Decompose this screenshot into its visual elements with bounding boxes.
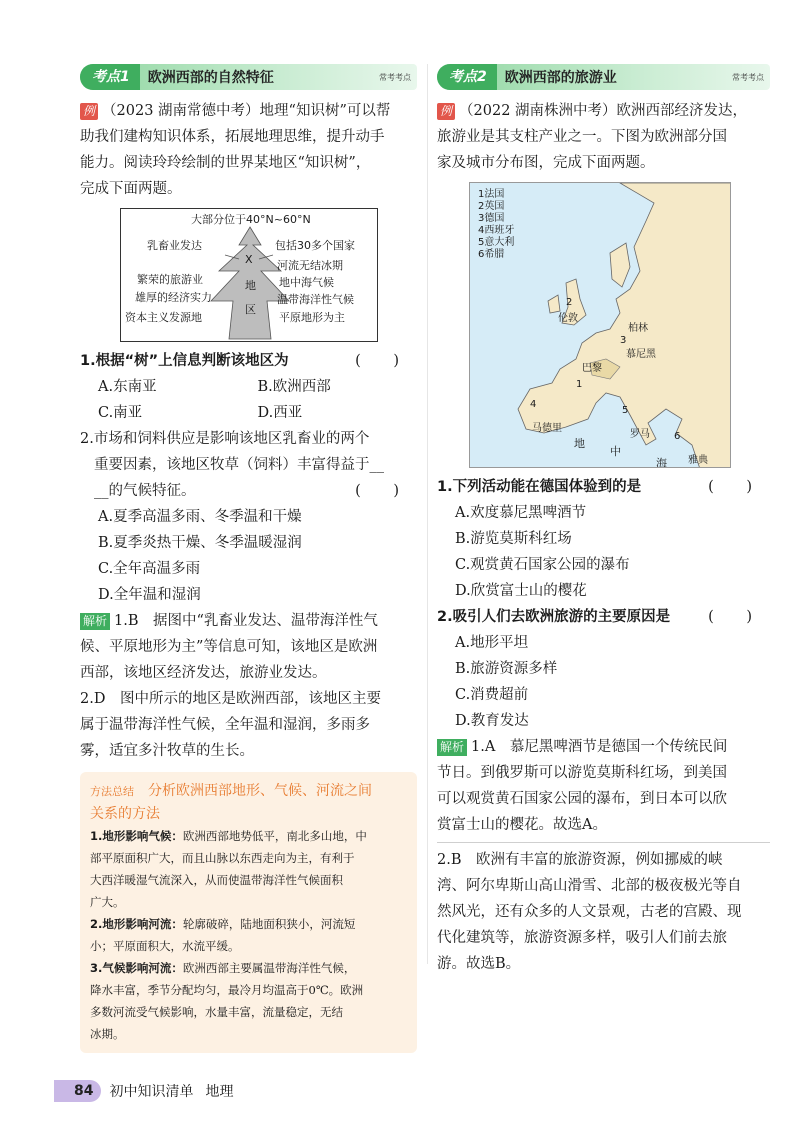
example-line: 完成下面两题。 xyxy=(80,181,182,197)
method-item-head: 3.气候影响河流： xyxy=(90,961,183,975)
question1 xyxy=(80,348,417,426)
option: A.夏季高温多雨、冬季温和干燥 xyxy=(98,509,302,525)
option: C.南亚 xyxy=(98,405,143,421)
option: B.游览莫斯科红场 xyxy=(455,531,572,547)
analysis-line: 然风光，还有众多的人文景观，古老的宫殿、现 xyxy=(437,904,742,920)
europe-map xyxy=(469,182,731,468)
topic1-tag: 考点1 xyxy=(80,64,140,90)
column-divider xyxy=(427,64,428,964)
legend-item: 6希腊 xyxy=(478,249,505,260)
option: D.欣赏富士山的樱花 xyxy=(455,583,587,599)
tree-right-item: 温带海洋性气候 xyxy=(277,293,354,306)
option: B.夏季炎热干燥、冬季温暖湿润 xyxy=(98,535,302,551)
method-line: 广大。 xyxy=(90,895,125,909)
option: C.观赏黄石国家公园的瀑布 xyxy=(455,557,630,573)
option: B.欧洲西部 xyxy=(257,379,331,395)
method-label: 方法总结 xyxy=(90,785,134,798)
tree-top: 大部分位于40°N~60°N xyxy=(191,213,311,226)
analysis1 xyxy=(80,608,417,764)
analysis-line: 可以观赏黄石国家公园的瀑布，到日本可以欣 xyxy=(437,791,727,807)
analysis-line: 游。故选B。 xyxy=(437,956,521,972)
analysis-line: 属于温带海洋性气候，全年温和湿润，多雨多 xyxy=(80,717,370,733)
page-footer xyxy=(54,1080,233,1102)
question2 xyxy=(80,426,417,608)
analysis-line: 湾、阿尔卑斯山高山滑雪、北部的极夜极光等自 xyxy=(437,878,742,894)
topic2-banner xyxy=(437,64,770,90)
map-label-sea: 中 xyxy=(610,445,621,458)
example-label: 例 xyxy=(80,103,98,120)
analysis-label: 解析 xyxy=(437,739,467,756)
tree-trunk-x: X xyxy=(245,253,253,266)
analysis-line: 候、平原地形为主”等信息可知，该地区是欧洲 xyxy=(80,639,378,655)
map-number: 6 xyxy=(674,431,681,442)
example-label: 例 xyxy=(437,103,455,120)
example-line: （2022 湖南株洲中考）欧洲西部经济发达， xyxy=(459,103,748,119)
tree-trunk-di: 地 xyxy=(245,279,256,292)
question-stem: 1.根据“树”上信息判断该地区为 xyxy=(80,353,289,369)
question-stem: __的气候特征。 xyxy=(94,483,196,499)
tree-left-item: 乳畜业发达 xyxy=(147,239,202,252)
map-number: 3 xyxy=(620,335,627,346)
example-line: （2023 湖南常德中考）地理“知识树”可以帮 xyxy=(102,103,391,119)
analysis-line: 赏富士山的樱花。故选A。 xyxy=(437,817,607,833)
method-item-head: 2.地形影响河流： xyxy=(90,917,183,931)
analysis-line: 2.B 欧洲有丰富的旅游资源，例如挪威的峡 xyxy=(437,852,723,868)
map-number: 5 xyxy=(622,405,629,416)
answer-paren: ( ) xyxy=(355,353,413,369)
method-line: 大西洋暖湿气流深入，从而使温带海洋性气候面积 xyxy=(90,873,343,887)
tree-right-item: 平原地形为主 xyxy=(279,311,345,324)
example-line: 家及城市分布图，完成下面两题。 xyxy=(437,155,655,171)
legend-item: 3德国 xyxy=(478,213,505,224)
option: C.消费超前 xyxy=(455,687,529,703)
map-label-paris: 巴黎 xyxy=(582,363,602,374)
example-line: 能力。阅读玲玲绘制的世界某地区“知识树”， xyxy=(80,155,371,171)
map-label-london: 伦敦 xyxy=(558,313,578,324)
method-line: 多数河流受气候影响，水量丰富，流量稳定，无结 xyxy=(90,1005,343,1019)
tree-right-item: 河流无结冰期 xyxy=(277,259,343,272)
option: D.西亚 xyxy=(257,405,303,421)
tree-left-item: 雄厚的经济实力 xyxy=(135,291,212,304)
answer-paren: ( ) xyxy=(708,609,766,625)
method-line: 冰期。 xyxy=(90,1027,125,1041)
left-column xyxy=(80,64,417,1053)
map-legend xyxy=(478,189,514,261)
question-stem: 1.下列活动能在德国体验到的是 xyxy=(437,479,642,495)
map-label-munich: 慕尼黑 xyxy=(626,349,656,360)
example-line: 旅游业是其支柱产业之一。下图为欧洲部分国 xyxy=(437,129,727,145)
example-line: 助我们建构知识体系，拓展地理思维，提升动手 xyxy=(80,129,385,145)
question2-right xyxy=(437,604,770,734)
analysis-line: 2.D 图中所示的地区是欧洲西部，该地区主要 xyxy=(80,691,381,707)
legend-item: 4西班牙 xyxy=(478,225,515,236)
tree-left-item: 资本主义发源地 xyxy=(125,311,202,324)
option: D.全年温和湿润 xyxy=(98,587,201,603)
question-stem: 2.吸引人们去欧洲旅游的主要原因是 xyxy=(437,609,671,625)
topic1-banner xyxy=(80,64,417,90)
method-summary-box xyxy=(80,772,417,1053)
page-number: 84 xyxy=(54,1080,101,1102)
method-line: 部平原面积广大，而且山脉以东西走向为主，有利于 xyxy=(90,851,355,865)
answer-paren: ( ) xyxy=(708,479,766,495)
analysis-line: 代化建筑等，旅游资源多样，吸引人们前去旅 xyxy=(437,930,727,946)
option: C.全年高温多雨 xyxy=(98,561,201,577)
analysis-line: 雾，适宜多汁牧草的生长。 xyxy=(80,743,254,759)
method-item-head: 1.地形影响气候： xyxy=(90,829,183,843)
map-number: 2 xyxy=(566,297,573,308)
option: D.教育发达 xyxy=(455,713,529,729)
question-stem: 2.市场和饲料供应是影响该地区乳畜业的两个 xyxy=(80,431,370,447)
analysis-line: 节日。到俄罗斯可以游览莫斯科红场，到美国 xyxy=(437,765,727,781)
question1-right xyxy=(437,474,770,604)
analysis-line: 1.A 慕尼黑啤酒节是德国一个传统民间 xyxy=(471,739,728,755)
map-label-sea: 海 xyxy=(656,457,667,468)
analysis-line: 1.B 据图中“乳畜业发达、温带海洋性气 xyxy=(114,613,378,629)
map-label-sea: 地 xyxy=(574,437,585,450)
example1 xyxy=(80,98,417,202)
answer-paren: ( ) xyxy=(355,483,413,499)
method-line: 欧洲西部地势低平，南北多山地，中 xyxy=(182,829,367,843)
option: A.地形平坦 xyxy=(455,635,529,651)
topic2-tag: 考点2 xyxy=(437,64,497,90)
map-label-madrid: 马德里 xyxy=(532,423,562,434)
topic1-hint: 常考考点 xyxy=(379,72,411,82)
knowledge-tree-diagram xyxy=(120,208,378,342)
method-line: 轮廓破碎，陆地面积狭小，河流短 xyxy=(182,917,356,931)
map-number: 1 xyxy=(576,379,583,390)
analysis-label: 解析 xyxy=(80,613,110,630)
option: A.东南亚 xyxy=(98,379,157,395)
tree-right-item: 包括30多个国家 xyxy=(275,239,355,252)
subject-name: 地理 xyxy=(205,1084,234,1100)
legend-item: 2英国 xyxy=(478,201,505,212)
option: A.欢度慕尼黑啤酒节 xyxy=(455,505,587,521)
tree-left-item: 繁荣的旅游业 xyxy=(137,273,203,286)
map-label-athens: 雅典 xyxy=(688,455,708,466)
book-title: 初中知识清单 xyxy=(109,1084,194,1100)
question-stem: 重要因素，该地区牧草（饲料）丰富得益于__ xyxy=(94,457,384,473)
tree-right-item: 地中海气候 xyxy=(279,276,334,289)
map-number: 4 xyxy=(530,399,537,410)
analysis-divider xyxy=(437,842,770,843)
method-line: 降水丰富，季节分配均匀，最冷月均温高于0℃。欧洲 xyxy=(90,983,364,997)
example2 xyxy=(437,98,770,176)
topic1-title: 欧洲西部的自然特征 xyxy=(147,70,274,86)
right-column xyxy=(437,64,770,977)
legend-item: 1法国 xyxy=(478,189,505,200)
analysis-line: 西部，该地区经济发达，旅游业发达。 xyxy=(80,665,327,681)
method-line: 小；平原面积大，水流平缓。 xyxy=(90,939,240,953)
method-title: 关系的方法 xyxy=(90,806,160,822)
legend-item: 5意大利 xyxy=(478,237,515,248)
topic2-title: 欧洲西部的旅游业 xyxy=(504,70,617,86)
map-label-rome: 罗马 xyxy=(630,429,650,440)
topic2-hint: 常考考点 xyxy=(732,72,764,82)
method-line: 欧洲西部主要属温带海洋性气候， xyxy=(182,961,356,975)
tree-trunk-qu: 区 xyxy=(245,303,256,316)
analysis2 xyxy=(437,734,770,977)
map-label-berlin: 柏林 xyxy=(628,323,648,334)
option: B.旅游资源多样 xyxy=(455,661,558,677)
method-title: 分析欧洲西部地形、气候、河流之间 xyxy=(148,783,372,799)
